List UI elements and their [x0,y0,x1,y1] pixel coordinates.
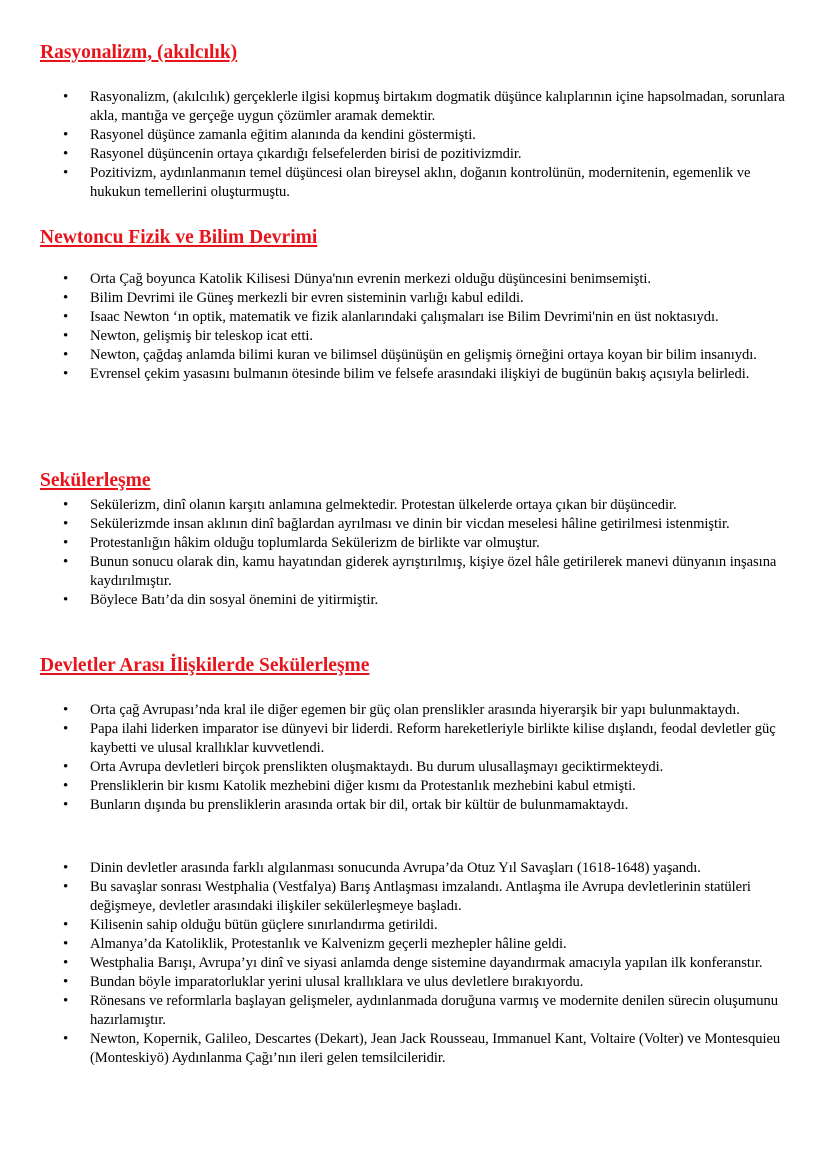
list-item: • Bunların dışında bu prensliklerin arasında ortak bir dil, ortak bir kültür de bulunmamaktaydı. [0,796,828,815]
section-newton-body [0,270,828,384]
section-heading: Sekülerleşme [40,470,151,491]
list-item: • Newton, çağdaş anlamda bilimi kuran ve bilimsel düşünüşün en gelişmiş örneğini ortaya koyan bir bilim insanıydı. [0,346,828,365]
list-item: • Rasyonalizm, (akılcılık) gerçeklerle ilgisi kopmuş birtakım dogmatik düşünce kalıplarının içine hapsolmadan, sorunlara akla, mantığa ve gerçeğe uygun çözümler aramak demektir. [0,88,828,126]
list-item: • Bu savaşlar sonrası Westphalia (Vestfalya) Barış Antlaşması imzalandı. Antlaşma ile Avrupa devletlerinin statüleri değişmeye, devletler arasındaki ilişkiler sekülerleşmeye başladı. [0,878,828,916]
list-item: • Bunun sonucu olarak din, kamu hayatından giderek ayrıştırılmış, kişiye özel hâle getirilerek manevi dünyanın inşasına kaydırılmıştır. [0,553,828,591]
section-sekulerlesme-body [0,496,828,610]
section-heading: Devletler Arası İlişkilerde Sekülerleşme [40,655,370,676]
list-item: • Orta çağ Avrupası’nda kral ile diğer egemen bir güç olan prenslikler arasında hiyerarşik bir yapı bulunmaktaydı. [0,701,828,720]
list-item: • Newton, Kopernik, Galileo, Descartes (Dekart), Jean Jack Rousseau, Immanuel Kant, Voltaire (Volter) ve Montesquieu (Monteskiyö) Aydınlanma Çağı’nın ileri gelen temsilcileridir. [0,1030,828,1068]
list-item: • Rönesans ve reformlarla başlayan gelişmeler, aydınlanmada doruğuna varmış ve modernite denilen sürecin oluşumunu hazırlamıştır. [0,992,828,1030]
list-item: • Evrensel çekim yasasını bulmanın ötesinde bilim ve felsefe arasındaki ilişkiyi de bugünün bakış açısıyla belirledi. [0,365,828,384]
section-rasyonalizm-body [0,88,828,202]
section-heading: Rasyonalizm, (akılcılık) [40,42,238,63]
list-item: • Rasyonel düşüncenin ortaya çıkardığı felsefelerden birisi de pozitivizmdir. [0,145,828,164]
bullet-list [0,496,828,610]
list-item: • Bilim Devrimi ile Güneş merkezli bir evren sisteminin varlığı kabul edildi. [0,289,828,308]
list-item: • Prensliklerin bir kısmı Katolik mezhebini diğer kısmı da Protestanlık mezhebini kabul etmişti. [0,777,828,796]
list-item: • Dinin devletler arasında farklı algılanması sonucunda Avrupa’da Otuz Yıl Savaşları (1618-1648) yaşandı. [0,859,828,878]
bullet-list [0,88,828,202]
list-item: • Westphalia Barışı, Avrupa’yı dinî ve siyasi anlamda denge sistemine dayandırmak amacıyla yapılan ilk konferanstır. [0,954,828,973]
list-item: • Orta Çağ boyunca Katolik Kilisesi Dünya'nın evrenin merkezi olduğu düşüncesini benimsemişti. [0,270,828,289]
section-heading: Newtoncu Fizik ve Bilim Devrimi [40,227,318,248]
list-item: • Pozitivizm, aydınlanmanın temel düşüncesi olan bireysel aklın, doğanın kontrolünün, modernitenin, egemenlik ve hukukun temellerini oluşturmuştu. [0,164,828,202]
section-devletler-body [0,701,828,815]
section-newton [0,226,828,250]
list-item: • Böylece Batı’da din sosyal önemini de yitirmiştir. [0,591,828,610]
list-item: • Orta Avrupa devletleri birçok prenslikten oluşmaktaydı. Bu durum ulusallaşmayı geciktirmekteydi. [0,758,828,777]
section-devletler [0,654,828,678]
list-item: • Almanya’da Katoliklik, Protestanlık ve Kalvenizm geçerli mezhepler hâline geldi. [0,935,828,954]
bullet-list [0,859,828,1068]
list-item: • Rasyonel düşünce zamanla eğitim alanında da kendini göstermişti. [0,126,828,145]
list-item: • Papa ilahi liderken imparator ise dünyevi bir liderdi. Reform hareketleriyle birlikte kilise dışlandı, feodal devletler güç kaybetti ve ulusal krallıklar kuvvetlendi. [0,720,828,758]
section-rasyonalizm [0,41,828,65]
list-item: • Sekülerizm, dinî olanın karşıtı anlamına gelmektedir. Protestan ülkelerde ortaya çıkan bir düşüncedir. [0,496,828,515]
section-devletler-body-2 [0,859,828,1068]
section-sekulerlesme [0,469,828,493]
list-item: • Kilisenin sahip olduğu bütün güçlere sınırlandırma getirildi. [0,916,828,935]
list-item: • Isaac Newton ‘ın optik, matematik ve fizik alanlarındaki çalışmaları ise Bilim Devrimi'nin en üst noktasıydı. [0,308,828,327]
list-item: • Bundan böyle imparatorluklar yerini ulusal krallıklara ve ulus devletlere bırakıyordu. [0,973,828,992]
list-item: • Protestanlığın hâkim olduğu toplumlarda Sekülerizm de birlikte var olmuştur. [0,534,828,553]
list-item: • Sekülerizmde insan aklının dinî bağlardan ayrılması ve dinin bir vicdan meselesi hâline getirilmesi istenmiştir. [0,515,828,534]
bullet-list [0,270,828,384]
bullet-list [0,701,828,815]
list-item: • Newton, gelişmiş bir teleskop icat etti. [0,327,828,346]
